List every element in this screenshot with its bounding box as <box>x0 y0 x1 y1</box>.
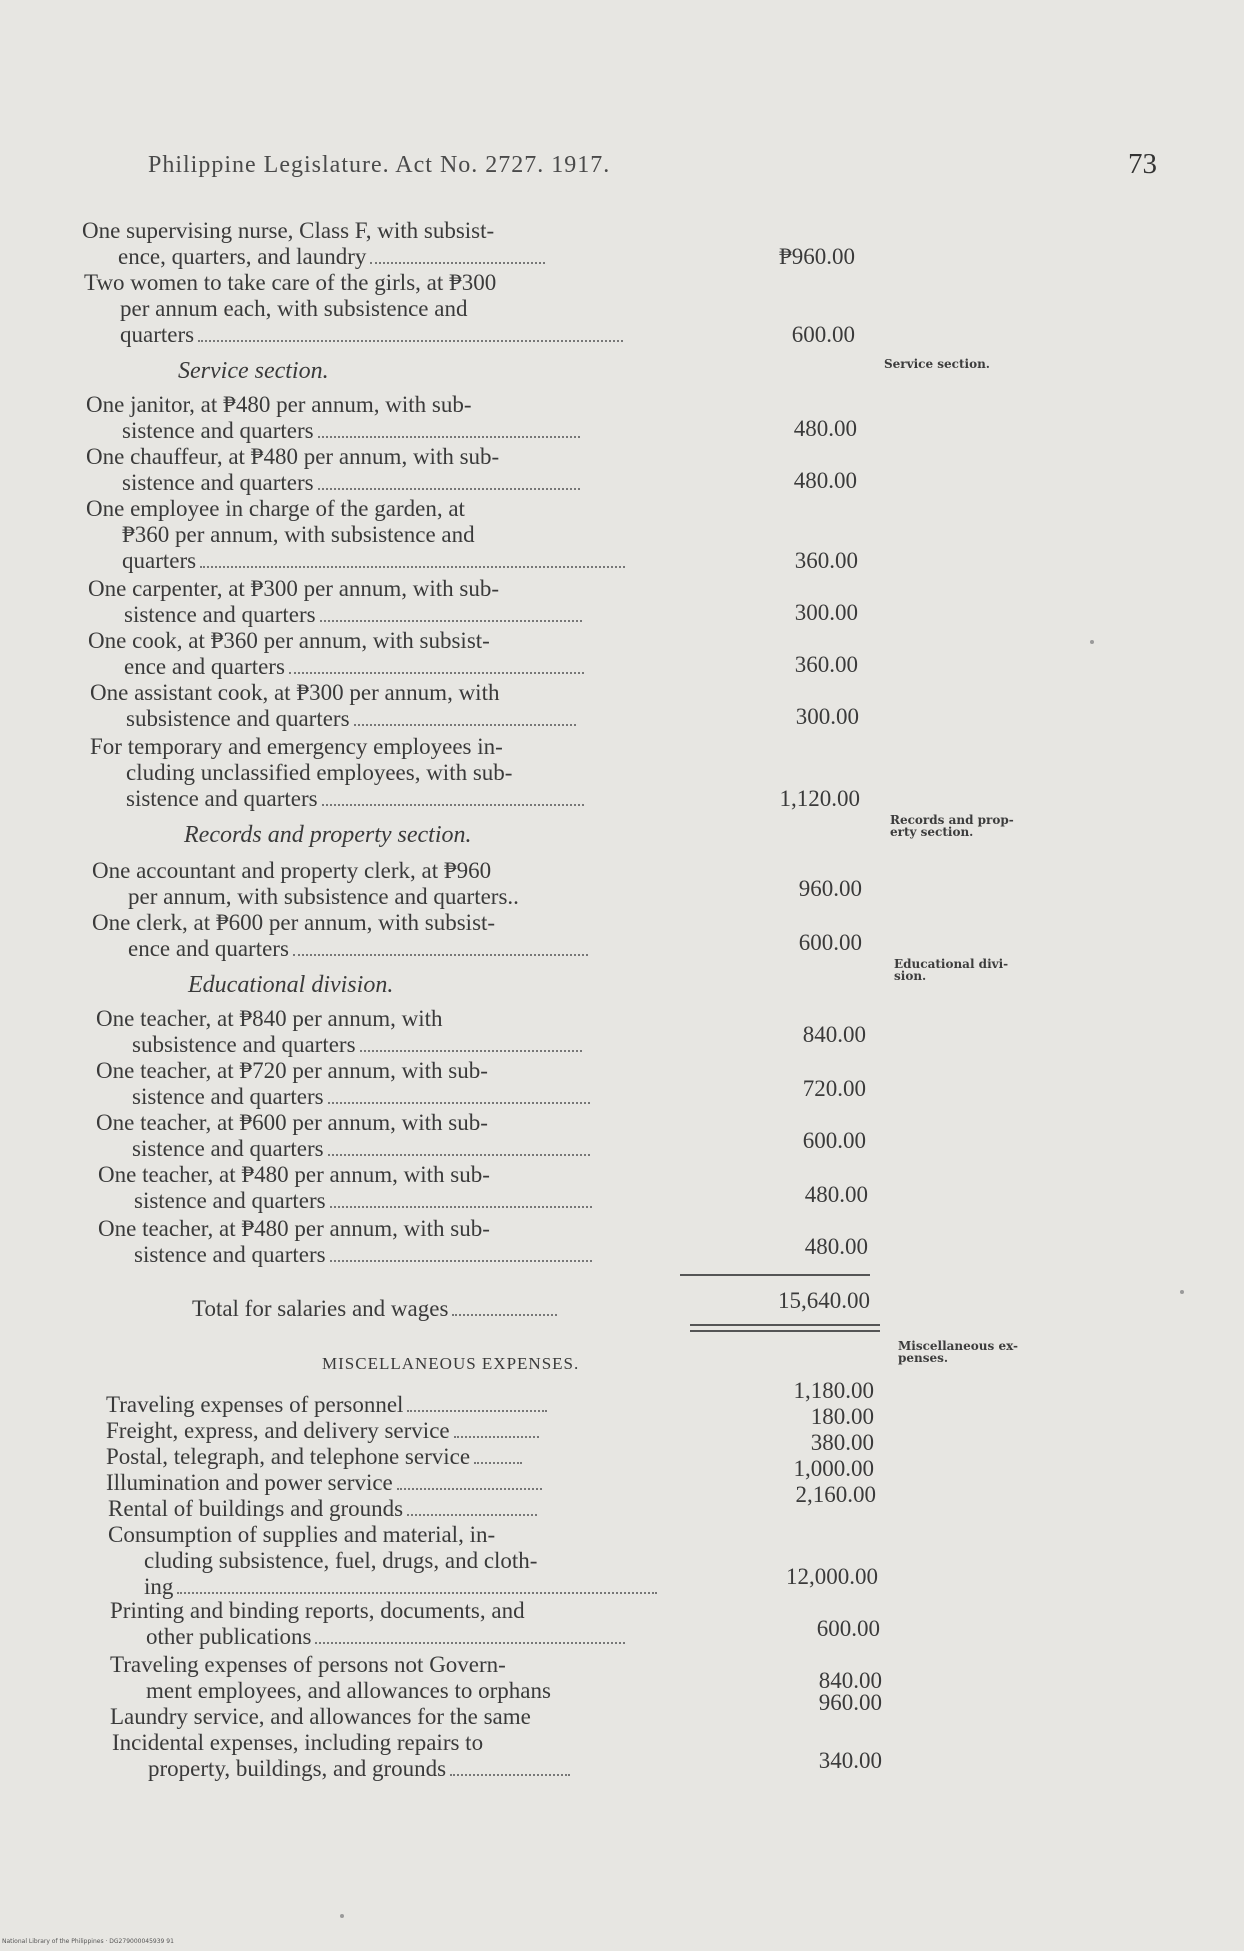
line-item-desc: One cook, at ₱360 per annum, with subsist- ence and quarters <box>88 628 678 680</box>
misc-item-amount: 600.00 <box>816 1616 880 1641</box>
line-item-amount: 300.00 <box>795 704 859 729</box>
misc-item-amount: 960.00 <box>818 1690 882 1715</box>
line-item-desc: One teacher, at ₱480 per annum, with sub- sistence and quarters <box>98 1216 688 1268</box>
total-rule-top <box>690 1324 880 1326</box>
total-amount: 15,640.00 <box>778 1288 870 1313</box>
misc-item-desc: Laundry service, and allowances for the same <box>110 1704 531 1729</box>
misc-item-desc: Printing and binding reports, documents, and other publications <box>110 1598 700 1650</box>
misc-item-amount: 1,180.00 <box>793 1378 874 1403</box>
page-number: 73 <box>1128 148 1157 180</box>
line-item-desc: One teacher, at ₱480 per annum, with sub- sistence and quarters <box>98 1162 688 1214</box>
misc-item-desc: Traveling expenses of persons not Govern- ment employees, and allowances to orphans <box>110 1652 551 1703</box>
line-item-amount: 600.00 <box>802 1128 866 1153</box>
misc-item-desc: Freight, express, and delivery service <box>106 1418 696 1444</box>
line-item-desc: One janitor, at ₱480 per annum, with sub- sistence and quarters <box>86 392 676 444</box>
misc-item-amount: 840.00 <box>818 1668 882 1693</box>
line-item-amount: 480.00 <box>793 468 857 493</box>
misc-item-desc: Rental of buildings and grounds <box>108 1496 698 1522</box>
line-item-desc: One assistant cook, at ₱300 per annum, with subsistence and quarters <box>90 680 680 732</box>
line-item-amount: 360.00 <box>794 548 858 573</box>
line-item-amount: 960.00 <box>798 876 862 901</box>
line-item-amount: 480.00 <box>804 1182 868 1207</box>
total-rule-bottom <box>690 1330 880 1332</box>
line-item-desc: One teacher, at ₱600 per annum, with sub- sistence and quarters <box>96 1110 686 1162</box>
misc-item-amount: 380.00 <box>810 1430 874 1455</box>
total-label: Total for salaries and wages <box>192 1296 692 1322</box>
line-item-amount: 840.00 <box>802 1022 866 1047</box>
line-item-amount: 480.00 <box>793 416 857 441</box>
side-note-educational: Educational divi- sion. <box>894 957 1009 983</box>
line-item-amount: 600.00 <box>798 930 862 955</box>
section-heading-records: Records and property section. <box>184 822 472 848</box>
scan-speck <box>1090 640 1094 644</box>
line-item-desc: For temporary and emergency employees in- cluding unclassified employees, with sub- sistence and quarters <box>90 734 680 812</box>
line-item-amount: 480.00 <box>804 1234 868 1259</box>
misc-item-desc: Consumption of supplies and material, in- cluding subsistence, fuel, drugs, and cloth- ing <box>108 1522 698 1600</box>
section-heading-misc: MISCELLANEOUS EXPENSES. <box>322 1354 580 1373</box>
side-note-service: Service section. <box>884 357 990 371</box>
line-item-desc: Two women to take care of the girls, at ₱300 per annum each, with subsistence and quarters <box>84 270 674 348</box>
line-item-desc: One supervising nurse, Class F, with subsist- ence, quarters, and laundry <box>82 218 672 270</box>
misc-item-amount: 340.00 <box>818 1748 882 1773</box>
side-note-misc: Miscellaneous ex- penses. <box>898 1339 1019 1365</box>
scan-speck <box>1180 1290 1184 1294</box>
line-item-amount: ₱960.00 <box>778 244 855 269</box>
section-heading-educational: Educational division. <box>188 972 394 998</box>
misc-item-amount: 180.00 <box>810 1404 874 1429</box>
misc-item-amount: 2,160.00 <box>795 1482 876 1507</box>
misc-item-desc: Illumination and power service <box>106 1470 696 1496</box>
line-item-amount: 600.00 <box>791 322 855 347</box>
misc-item-desc: Incidental expenses, including repairs to property, buildings, and grounds <box>112 1730 702 1782</box>
misc-item-amount: 1,000.00 <box>793 1456 874 1481</box>
line-item-desc: One employee in charge of the garden, at ₱360 per annum, with subsistence and quarters <box>86 496 676 574</box>
scan-footer-tag: National Library of the Philippines · DG279000045939 91 <box>2 1938 174 1945</box>
misc-item-desc: Postal, telegraph, and telephone service <box>106 1444 696 1470</box>
line-item-desc: One teacher, at ₱720 per annum, with sub- sistence and quarters <box>96 1058 686 1110</box>
scan-speck <box>340 1914 344 1918</box>
line-item-desc: One accountant and property clerk, at ₱960 per annum, with subsistence and quarters.. <box>92 858 519 909</box>
running-head: Philippine Legislature. Act No. 2727. 1917. <box>148 152 611 178</box>
section-heading-service: Service section. <box>178 358 329 384</box>
line-item-amount: 1,120.00 <box>779 786 860 811</box>
line-item-amount: 720.00 <box>802 1076 866 1101</box>
line-item-desc: One chauffeur, at ₱480 per annum, with sub- sistence and quarters <box>86 444 676 496</box>
line-item-amount: 300.00 <box>794 600 858 625</box>
line-item-desc: One teacher, at ₱840 per annum, with subsistence and quarters <box>96 1006 686 1058</box>
line-item-desc: One carpenter, at ₱300 per annum, with sub- sistence and quarters <box>88 576 678 628</box>
subtotal-rule <box>680 1274 870 1276</box>
line-item-amount: 360.00 <box>794 652 858 677</box>
misc-item-amount: 12,000.00 <box>786 1564 878 1589</box>
line-item-desc: One clerk, at ₱600 per annum, with subsist- ence and quarters <box>92 910 682 962</box>
misc-item-desc: Traveling expenses of personnel <box>106 1392 696 1418</box>
side-note-records: Records and prop- erty section. <box>890 813 1014 839</box>
